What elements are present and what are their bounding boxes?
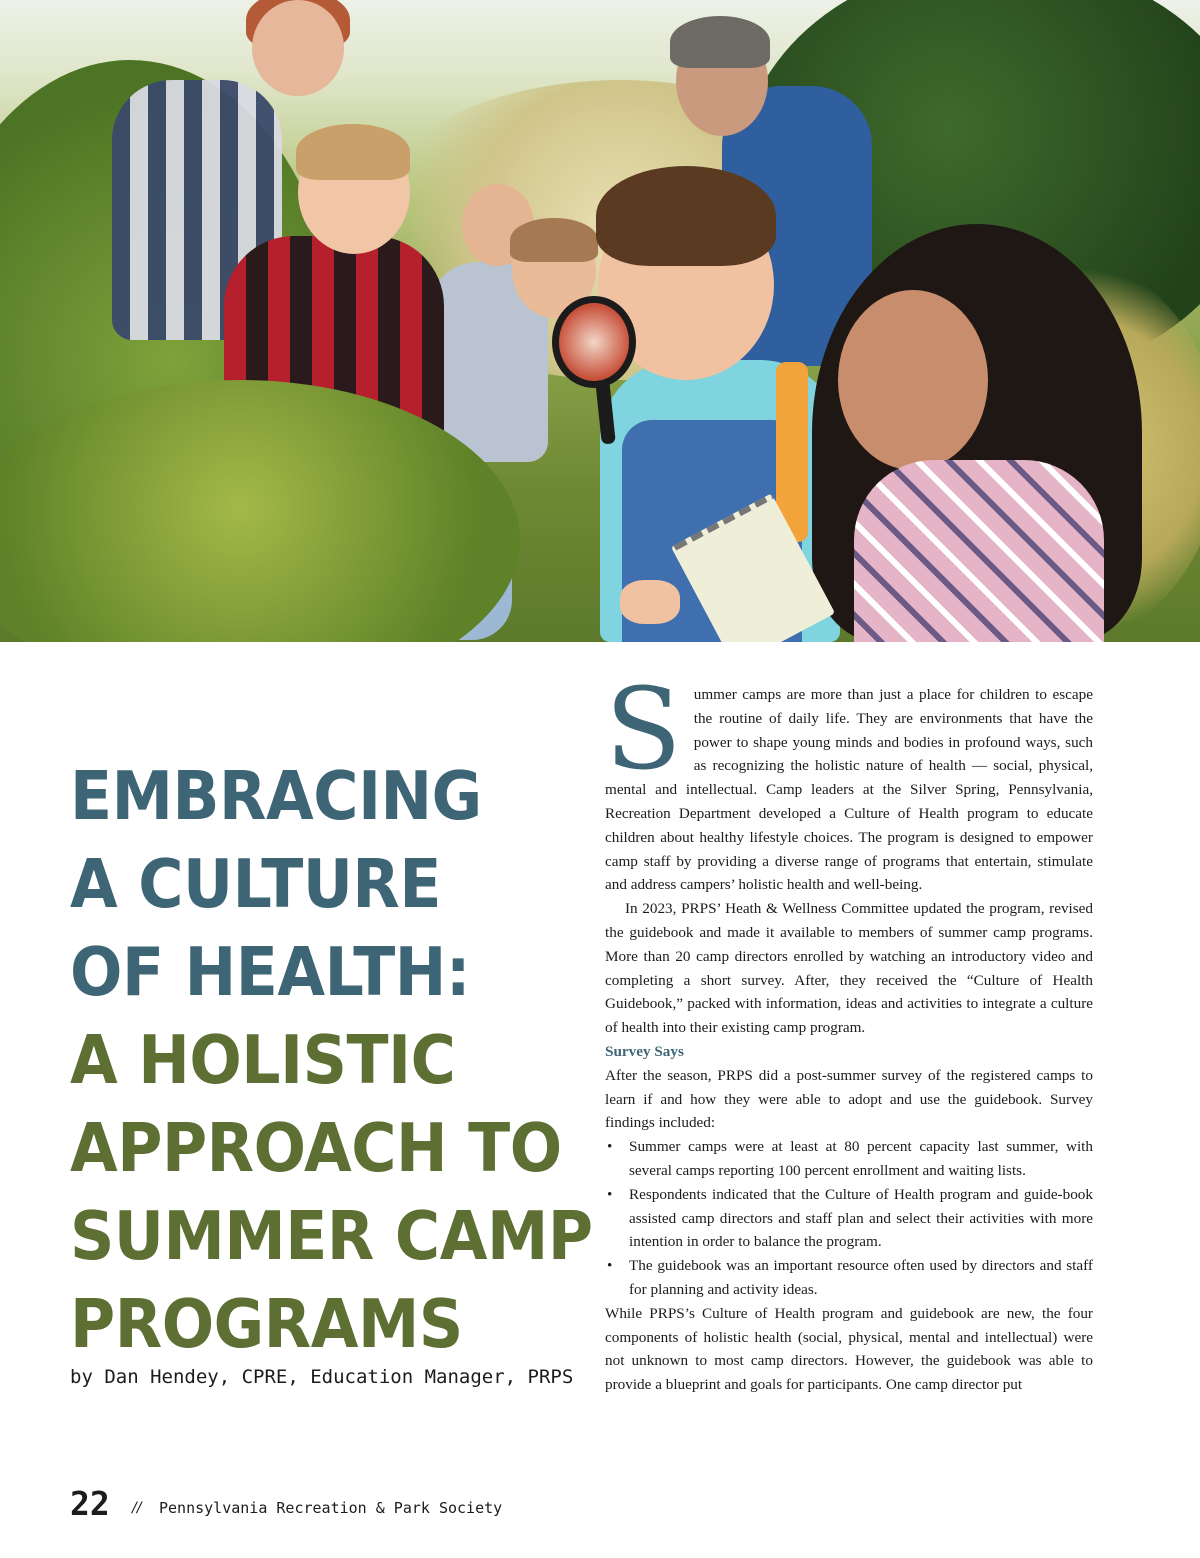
- title-line: SUMMER CAMP: [70, 1197, 593, 1275]
- survey-findings-list: [605, 1135, 1093, 1302]
- list-item: • Summer camps were at least at 80 percent capacity last summer, with several camps reporting 100 percent enrollment and waiting lists.: [605, 1135, 1093, 1183]
- paragraph-2: In 2023, PRPS’ Heath & Wellness Committee updated the program, revised the guidebook and made it available to members of summer camp programs. More than 20 camp directors enrolled by watching an introductory video and completing a short survey. After, they received the “Culture of Health Guidebook,” packed with information, ideas and activities to integrate a culture of health into their existing camp program.: [605, 900, 1093, 1037]
- child-back-hair: [510, 218, 598, 262]
- girl-writing-head: [838, 290, 988, 470]
- girl-overalls-hair: [596, 166, 776, 266]
- list-item: • Respondents indicated that the Culture of Health program and guide-book assisted camp directors and staff plan and select their activities with more intention in order to balance the program.: [605, 1183, 1093, 1254]
- hand: [620, 580, 680, 624]
- drop-cap: S: [605, 665, 682, 795]
- title-line: OF HEALTH:: [70, 933, 471, 1011]
- boy-hair: [296, 124, 410, 180]
- magnifying-glass-icon: [552, 296, 636, 388]
- paragraph-4: While PRPS’s Culture of Health program and guidebook are new, the four components of holistic health (social, physical, mental and intellectual) were not unknown to most camp directors. However, the guidebook was able to provide a blueprint and goals for participants. One camp director put: [605, 1304, 1093, 1394]
- adult-man-hair: [670, 16, 770, 68]
- intro-paragraph: [605, 665, 1093, 897]
- list-item: • The guidebook was an important resource often used by directors and staff for planning and activity ideas.: [605, 1254, 1093, 1302]
- subheading: Survey Says: [605, 1042, 684, 1060]
- hero-photo: [0, 0, 1200, 642]
- article-body: [605, 665, 1093, 1397]
- publication-name: Pennsylvania Recreation & Park Society: [159, 1499, 503, 1517]
- page-number: 22: [70, 1484, 110, 1523]
- paragraph-3: After the season, PRPS did a post-summer survey of the registered camps to learn if and how they were able to adopt and use the guidebook. Survey findings included:: [605, 1066, 1093, 1132]
- adult-woman-head: [252, 0, 344, 96]
- title-line: PROGRAMS: [70, 1285, 463, 1363]
- title-line: APPROACH TO: [70, 1109, 562, 1187]
- byline: by Dan Hendey, CPRE, Education Manager, PRPS: [70, 1366, 574, 1388]
- article-title: [70, 752, 593, 1368]
- title-line: A HOLISTIC: [70, 1021, 456, 1099]
- title-line: A CULTURE: [70, 845, 442, 923]
- girl-plaid-shirt: [854, 460, 1104, 642]
- title-line: EMBRACING: [70, 757, 482, 835]
- footer-separator: //: [132, 1500, 142, 1516]
- intro-text: ummer camps are more than just a place for children to escape the routine of daily life. They are environments that have the power to shape young minds and bodies in profound ways, such as recognizing the holistic nature of health — social, physical, mental and intellectual. Camp leaders at the Silver Spring, Pennsylvania, Recreation Department developed a Culture of Health program to educate children about healthy lifestyle choices. The program is designed to empower camp staff by providing a diverse range of programs that entertain, stimulate and address campers’ holistic health and well-being.: [605, 686, 1093, 894]
